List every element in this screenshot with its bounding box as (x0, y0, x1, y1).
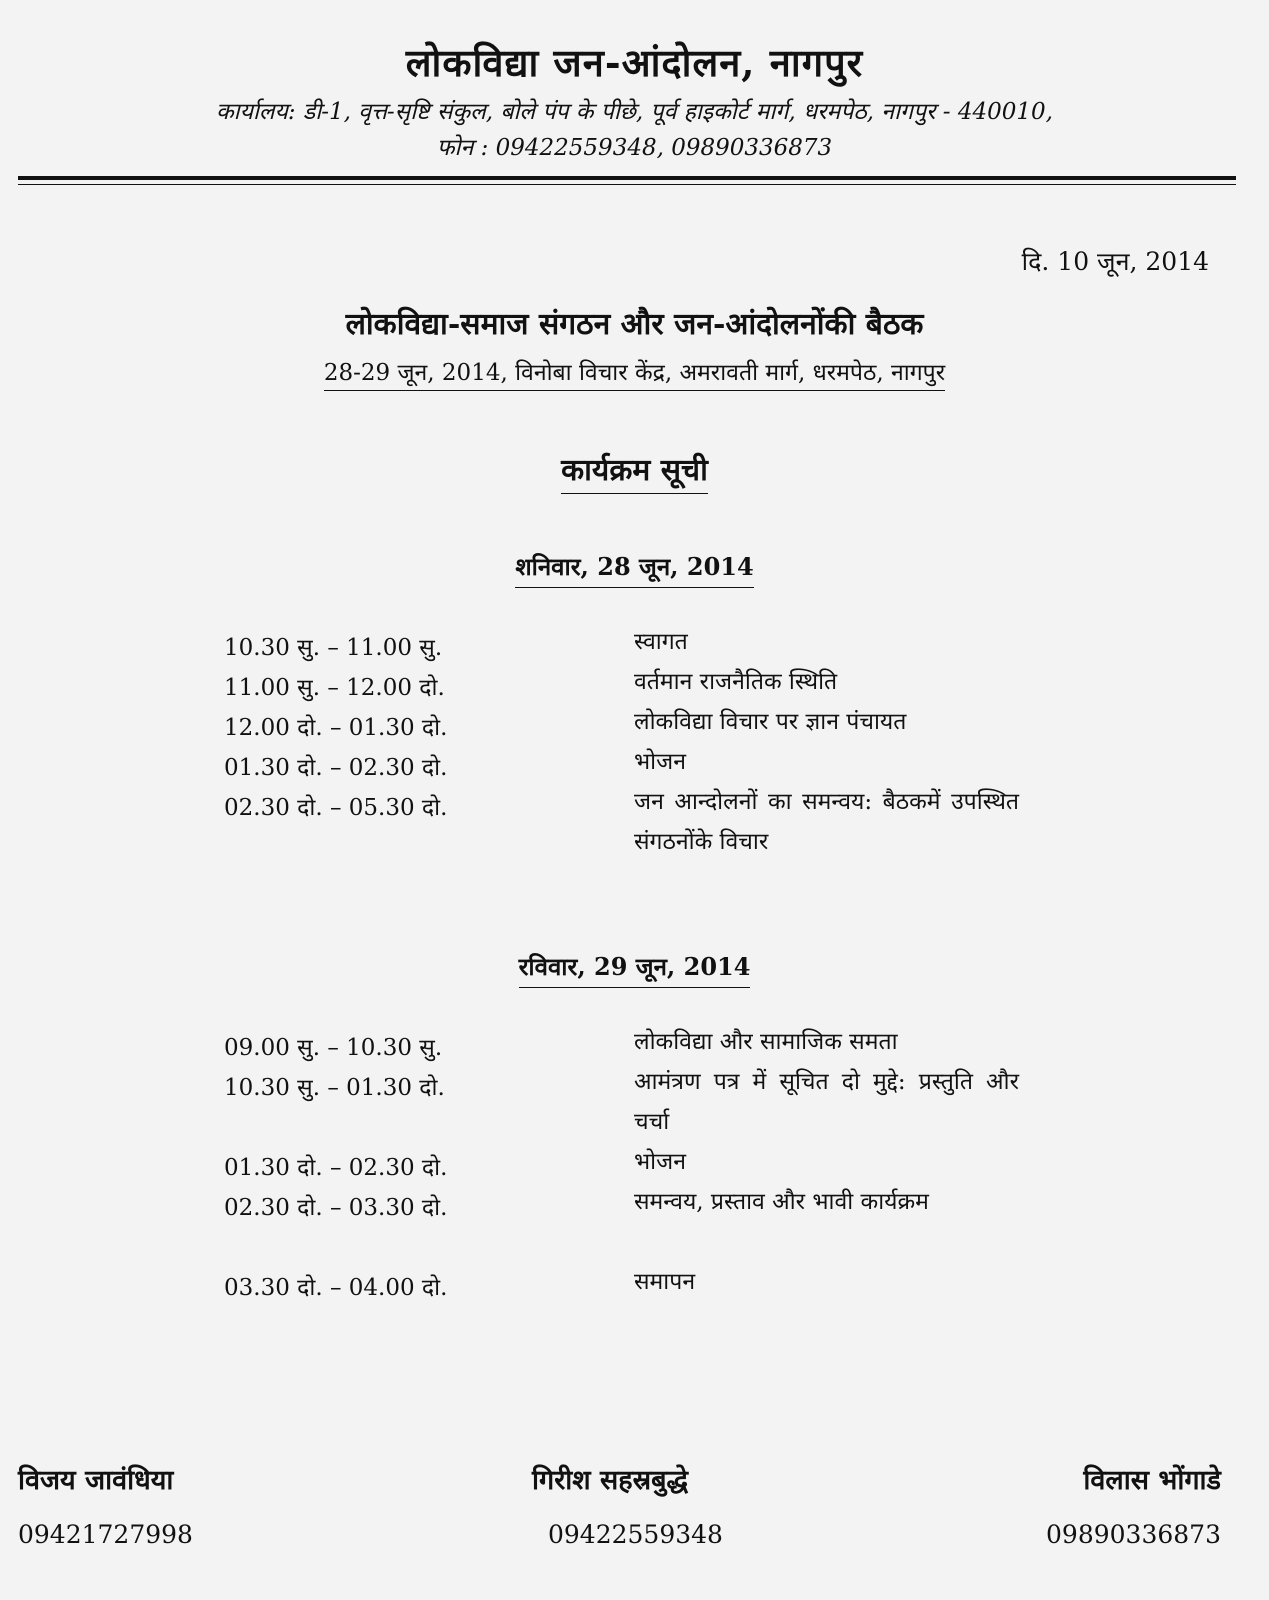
session-time: 12.00 दो. – 01.30 दो. (224, 715, 448, 741)
session-time: 03.30 दो. – 04.00 दो. (224, 1275, 448, 1301)
meeting-venue-container (0, 355, 1269, 391)
signatory-name: गिरीश सहस्रबुद्धे (532, 1465, 689, 1496)
program-heading-container (0, 448, 1269, 494)
schedule-row (224, 1270, 1024, 1310)
session-event: वर्तमान राजनैतिक स्थिति (634, 669, 838, 695)
program-heading: कार्यक्रम सूची (561, 448, 708, 494)
meeting-title: लोकविद्या-समाज संगठन और जन-आंदोलनोंकी बैठक (345, 307, 924, 342)
schedule-row (224, 1190, 1024, 1270)
day-heading-sunday: रविवार, 29 जून, 2014 (519, 950, 751, 988)
office-phone: फोन : 09422559348, 09890336873 (436, 135, 833, 161)
session-event: भोजन (634, 749, 686, 775)
meeting-venue: 28-29 जून, 2014, विनोबा विचार केंद्र, अमरावती मार्ग, धरमपेठ, नागपुर (324, 355, 945, 391)
office-address: कार्यालय: डी-1, वृत्त-सृष्टि संकुल, बोले पंप के पीछे, पूर्व हाइकोर्ट मार्ग, धरमपेठ, नागपुर - 440010, (216, 99, 1053, 125)
schedule-row (224, 1070, 1024, 1150)
signatory-name: विलास भोंगाडे (1083, 1465, 1221, 1496)
session-event: लोकविद्या और सामाजिक समता (634, 1029, 898, 1055)
session-time: 02.30 दो. – 03.30 दो. (224, 1195, 448, 1221)
signatory-name: विजय जावंधिया (18, 1465, 174, 1496)
header-rule-thin (18, 184, 1236, 185)
day-heading-saturday: शनिवार, 28 जून, 2014 (515, 550, 753, 588)
session-event: लोकविद्या विचार पर ज्ञान पंचायत (634, 709, 907, 735)
session-time: 09.00 सु. – 10.30 सु. (224, 1035, 443, 1061)
signatory-phone: 09421727998 (18, 1520, 193, 1549)
session-event: समन्वय, प्रस्ताव और भावी कार्यक्रम (634, 1189, 929, 1215)
letter-date: दि. 10 जून, 2014 (1021, 247, 1209, 276)
day-heading-container (0, 550, 1269, 588)
schedule-sunday (224, 1030, 1024, 1310)
schedule-row (224, 790, 1024, 870)
session-time: 01.30 दो. – 02.30 दो. (224, 755, 448, 781)
day-heading-container (0, 950, 1269, 988)
session-event: आमंत्रण पत्र में सूचित दो मुद्दे: प्रस्तुति और चर्चा (634, 1069, 1019, 1135)
organization-name: लोकविद्या जन-आंदोलन, नागपुर (405, 40, 864, 85)
signatory-phone: 09422559348 (548, 1520, 723, 1549)
session-event: भोजन (634, 1149, 686, 1175)
session-event: जन आन्दोलनों का समन्वय: बैठकमें उपस्थित संगठनोंके विचार (634, 789, 1019, 855)
header-rule-thick (18, 176, 1236, 180)
session-time: 01.30 दो. – 02.30 दो. (224, 1155, 448, 1181)
schedule-saturday (224, 630, 1024, 870)
session-time: 10.30 सु. – 11.00 सु. (224, 635, 443, 661)
session-time: 02.30 दो. – 05.30 दो. (224, 795, 448, 821)
session-event: स्वागत (634, 629, 688, 655)
session-time: 11.00 सु. – 12.00 दो. (224, 675, 445, 701)
session-time: 10.30 सु. – 01.30 दो. (224, 1075, 445, 1101)
signatory-phone: 09890336873 (1046, 1520, 1221, 1549)
session-event: समापन (634, 1269, 696, 1295)
